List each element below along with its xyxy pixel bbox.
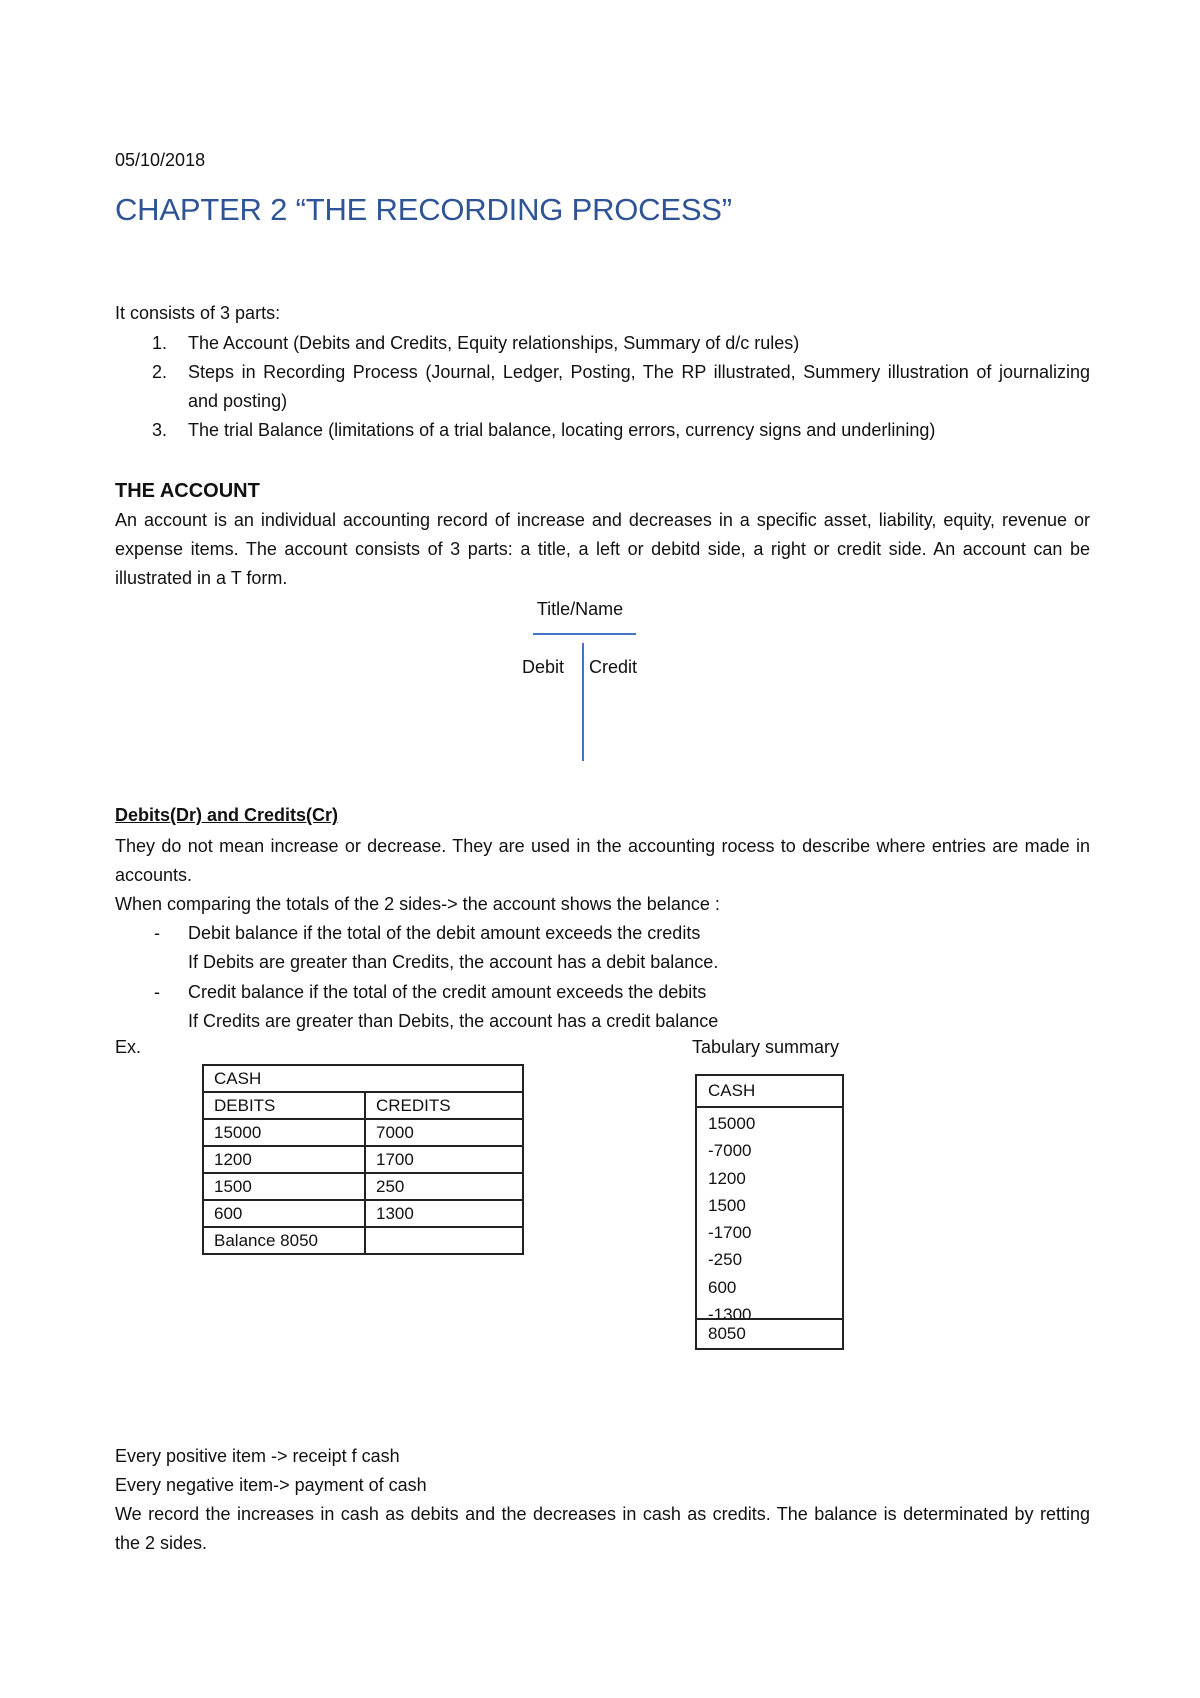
tabulary-items [697,1110,842,1328]
empty-cell [365,1227,523,1254]
debit-cell: 600 [203,1200,365,1227]
negative-item-note: Every negative item-> payment of cash [115,1475,427,1495]
t-account-title: Title/Name [536,599,624,619]
table-row [203,1227,523,1254]
list-item: 600 [708,1277,737,1297]
intro-text: It consists of 3 parts: [115,303,281,323]
list-number: 3. [152,420,168,440]
list-item: 15000 [708,1114,756,1133]
credit-balance-rule: Credit balance if the total of the credit amount exceeds the debits [188,982,707,1002]
t-account-credit-label: Credit [589,657,638,677]
list-item [115,329,1090,358]
list-number: 1. [152,333,168,353]
example-label: Ex. [115,1037,142,1057]
chapter-title: CHAPTER 2 “THE RECORDING PROCESS” [115,192,732,227]
tabulary-summary-label: Tabulary summary [692,1037,840,1057]
debit-balance-rule: Debit balance if the total of the debit amount exceeds the credits [188,923,701,943]
dash-bullet: - [154,923,160,943]
table-row [203,1065,523,1092]
record-rule-note: We record the increases in cash as debits and the decreases in cash as credits. The balance is determinated by retting the 2 sides. [115,1504,1090,1553]
list-item-text: The Account (Debits and Credits, Equity relationships, Summary of d/c rules) [188,333,800,353]
debits-credits-heading: Debits(Dr) and Credits(Cr) [115,805,339,825]
t-account-horizontal-line [533,633,636,635]
column-header-debits: DEBITS [203,1092,365,1119]
credit-balance-explanation: If Credits are greater than Debits, the account has a credit balance [188,1011,719,1031]
table-row [203,1200,523,1227]
tabulary-header: CASH [697,1076,842,1108]
table-title-cell: CASH [203,1065,523,1092]
list-item: -1300 [708,1305,752,1325]
list-item: -250 [708,1250,743,1270]
cash-t-table [202,1064,524,1255]
list-item: -7000 [708,1141,752,1161]
credit-cell: 1700 [365,1146,523,1173]
list-item-text: The trial Balance (limitations of a trial balance, locating errors, currency signs and underlining) [188,420,936,440]
list-number: 2. [152,362,168,382]
compare-text: When comparing the totals of the 2 sides-> the account shows the belance : [115,894,720,914]
column-header-credits: CREDITS [365,1092,523,1119]
credit-cell: 1300 [365,1200,523,1227]
account-heading: THE ACCOUNT [115,480,260,502]
debit-balance-explanation: If Debits are greater than Credits, the account has a debit balance. [188,952,719,972]
list-item: 1200 [708,1168,746,1188]
dash-bullet: - [154,982,160,1002]
debit-cell: 1200 [203,1146,365,1173]
debit-cell: 15000 [203,1119,365,1146]
parts-list [115,329,1090,445]
credit-cell: 7000 [365,1119,523,1146]
account-paragraph: An account is an individual accounting record of increase and decreases in a specific asset, liability, equity, revenue or expense items. The account consists of 3 parts: a title, a left or debitd side, a right or credit side. An account can be illustrated in a T form. [115,510,1090,588]
balance-cell: Balance 8050 [203,1227,365,1254]
table-row [203,1173,523,1200]
list-item: 1500 [708,1195,746,1215]
positive-item-note: Every positive item -> receipt f cash [115,1446,400,1466]
list-item: -1700 [708,1223,752,1243]
list-item [115,416,1090,445]
t-account-vertical-line [582,643,584,761]
list-item-text: Steps in Recording Process (Journal, Ledger, Posting, The RP illustrated, Summery illustration of journalizing and posting) [188,362,1090,411]
debit-cell: 1500 [203,1173,365,1200]
t-account-debit-label: Debit [522,657,565,677]
document-date: 05/10/2018 [115,150,206,170]
debits-credits-paragraph: They do not mean increase or decrease. They are used in the accounting rocess to describe where entries are made in accounts. [115,836,1090,885]
credit-cell: 250 [365,1173,523,1200]
list-item [115,358,1090,416]
table-row [203,1146,523,1173]
table-row [203,1092,523,1119]
table-row [203,1119,523,1146]
tabulary-summary-box [695,1074,844,1350]
tabulary-total: 8050 [697,1318,842,1348]
footer-notes [115,1442,1090,1558]
